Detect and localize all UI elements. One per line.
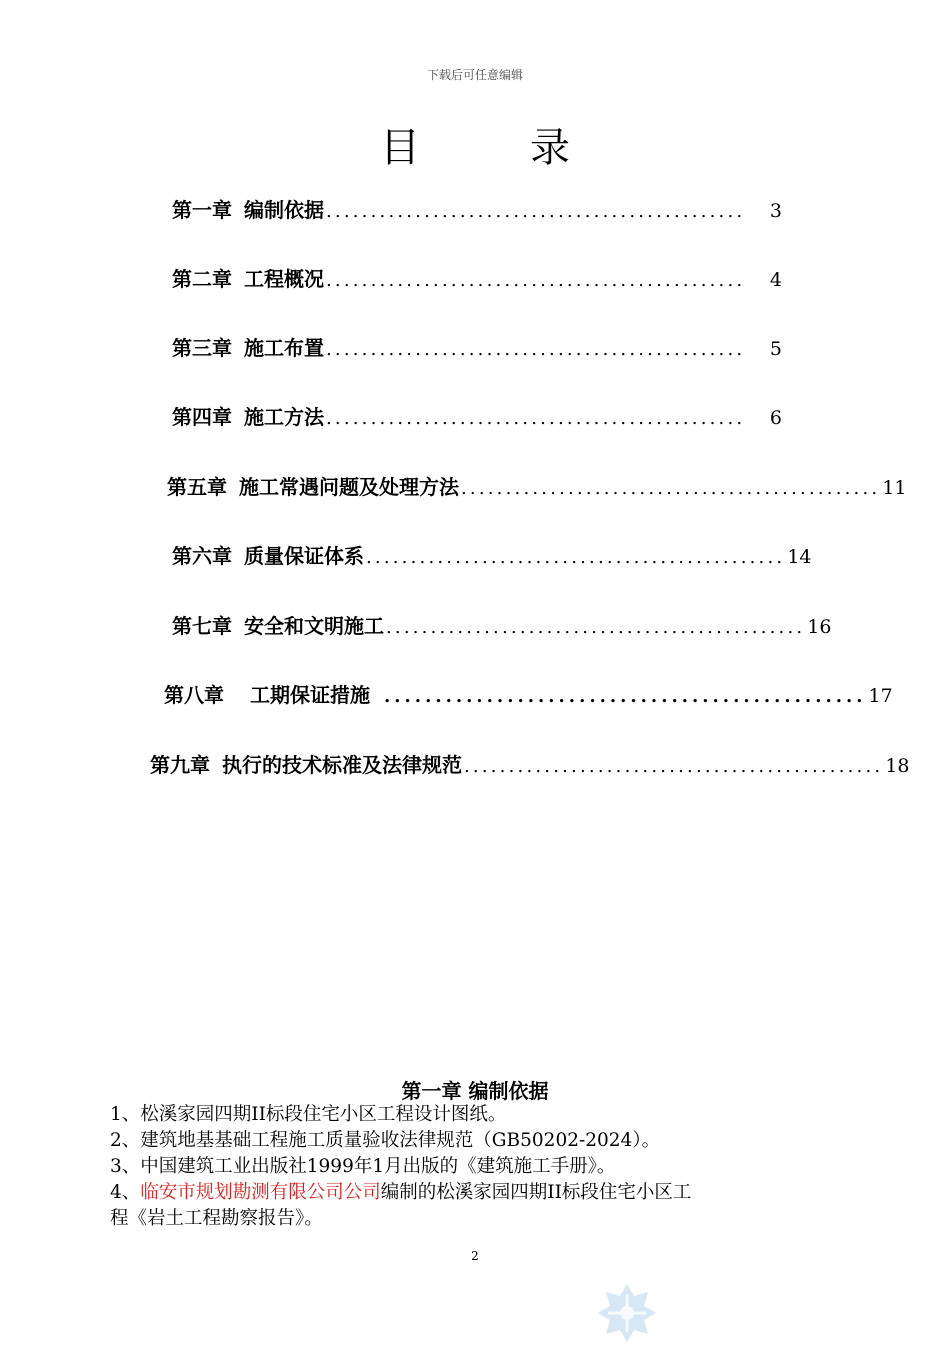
toc-entry[interactable] xyxy=(167,471,907,500)
toc-entry-title: 施工常遇问题及处理方法 xyxy=(239,475,459,499)
toc-page-number: 4 xyxy=(769,269,782,291)
basis-item: 2、建筑地基基础工程施工质量验收法律规范（GB50202-2024）。 xyxy=(110,1130,661,1151)
basis-item-continuation: 程《岩土工程勘察报告》。 xyxy=(110,1208,323,1229)
toc-page-number: 17 xyxy=(868,685,893,707)
toc-entry-title: 执行的技术标准及法律规范 xyxy=(222,753,462,777)
toc-entry[interactable] xyxy=(172,332,782,361)
toc-entry-title: 施工布置 xyxy=(244,336,324,360)
toc-page-number: 3 xyxy=(769,200,782,222)
toc-entry-title: 施工方法 xyxy=(244,405,324,429)
toc-entry[interactable] xyxy=(172,610,832,639)
toc-page-number: 16 xyxy=(807,616,832,638)
chapter-body xyxy=(110,1102,850,1232)
toc-leader-dots: ............................................... xyxy=(326,339,746,360)
toc-chapter: 第七章 xyxy=(172,614,232,638)
toc-entry-title: 工程概况 xyxy=(244,267,324,291)
toc-leader-dots: ............................................... xyxy=(461,478,881,499)
snowflake-watermark-icon xyxy=(596,1282,658,1344)
toc-entry[interactable] xyxy=(172,401,782,430)
toc-entry[interactable] xyxy=(150,749,910,778)
toc-leader-dots: ............................................... xyxy=(464,756,884,777)
toc-title xyxy=(0,116,950,173)
toc-page-number: 11 xyxy=(882,477,907,499)
toc-page-number: 5 xyxy=(769,338,782,360)
basis-item: 3、中国建筑工业出版社1999年1月出版的《建筑施工手册》。 xyxy=(110,1156,616,1177)
toc-leader-dots: ............................................... xyxy=(326,201,746,222)
toc-page-number: 6 xyxy=(769,407,782,429)
toc-chapter: 第九章 xyxy=(150,753,210,777)
toc-leader-dots: ............................................... xyxy=(326,408,746,429)
toc-entry-title: 编制依据 xyxy=(244,198,324,222)
toc-chapter: 第五章 xyxy=(167,475,227,499)
toc-leader-dots: ............................................... xyxy=(326,270,746,291)
toc-entry[interactable] xyxy=(164,679,893,708)
header-note: 下载后可任意编辑 xyxy=(426,68,523,82)
toc-entry[interactable] xyxy=(172,263,782,292)
toc-entry-title: 工期保证措施 xyxy=(250,683,370,707)
basis-item-text: 编制的松溪家园四期II标段住宅小区工 xyxy=(380,1182,692,1203)
toc-entry[interactable] xyxy=(172,540,812,569)
toc-chapter: 第四章 xyxy=(172,405,232,429)
toc-entry[interactable] xyxy=(172,194,782,223)
toc-entry-title: 质量保证体系 xyxy=(244,544,364,568)
page-number: 2 xyxy=(471,1249,479,1263)
toc-chapter: 第三章 xyxy=(172,336,232,360)
basis-item: 1、松溪家园四期II标段住宅小区工程设计图纸。 xyxy=(110,1104,507,1125)
toc-leader-dots: ............................................... xyxy=(386,617,806,638)
toc-title-right: 录 xyxy=(530,125,570,171)
basis-item-prefix: 4、 xyxy=(110,1182,141,1203)
toc-chapter: 第八章 xyxy=(164,683,224,707)
toc-page-number: 14 xyxy=(787,546,812,568)
toc-leader-dots: ............................................... xyxy=(384,686,867,707)
toc-chapter: 第二章 xyxy=(172,267,232,291)
chapter-heading: 第一章 编制依据 xyxy=(401,1079,549,1103)
basis-item xyxy=(110,1180,850,1206)
toc-chapter: 第一章 xyxy=(172,198,232,222)
toc-title-left: 目 xyxy=(380,125,420,171)
toc-entry-title: 安全和文明施工 xyxy=(244,614,384,638)
toc-chapter: 第六章 xyxy=(172,544,232,568)
toc-leader-dots: ............................................... xyxy=(366,547,786,568)
highlighted-company-name: 临安市规划勘测有限公司公司 xyxy=(140,1182,381,1203)
toc-page-number: 18 xyxy=(885,755,910,777)
